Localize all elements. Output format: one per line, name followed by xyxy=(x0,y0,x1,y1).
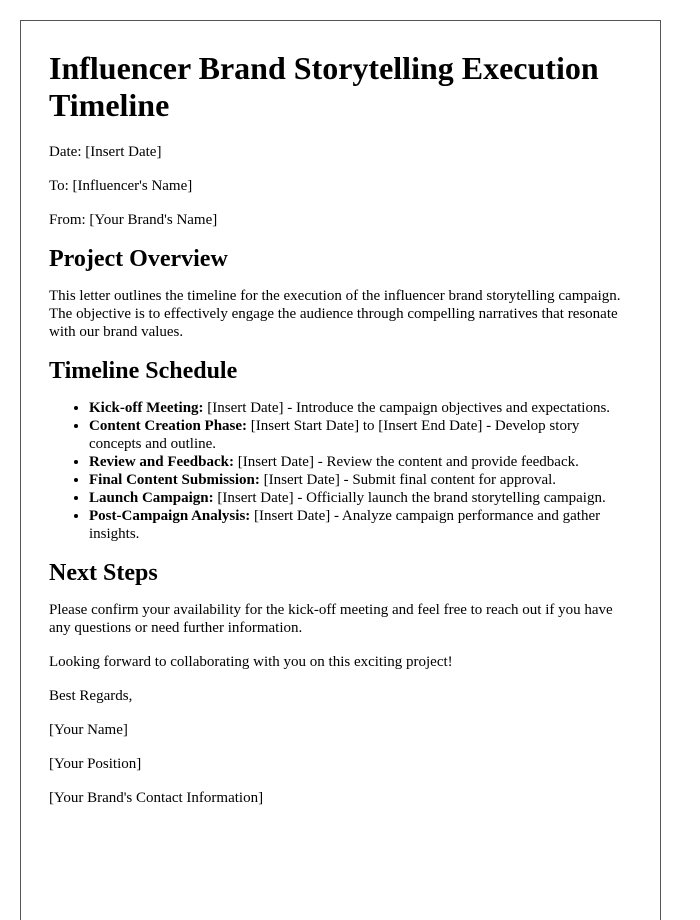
timeline-item-launch xyxy=(89,489,632,507)
timeline-item-text: [Insert Date] - Introduce the campaign objectives and expectations. xyxy=(203,400,611,416)
timeline-item-final-submission xyxy=(89,471,632,489)
timeline-item-text: [Insert Date] - Analyze campaign performance and gather insights. xyxy=(89,508,601,542)
timeline-item-label: Content Creation Phase: xyxy=(89,418,248,434)
to-line: To: [Influencer's Name] xyxy=(49,178,193,194)
timeline-item-label: Kick-off Meeting: xyxy=(89,400,204,416)
timeline-item-content-creation xyxy=(89,417,632,453)
timeline-item-post-analysis xyxy=(89,507,632,543)
timeline-list xyxy=(49,399,632,543)
closing-line: Looking forward to collaborating with you on this exciting project! xyxy=(49,654,453,670)
timeline-item-text: [Insert Date] - Review the content and provide feedback. xyxy=(234,454,579,470)
timeline-item-text: [Insert Date] - Officially launch the brand storytelling campaign. xyxy=(213,490,606,506)
from-line: From: [Your Brand's Name] xyxy=(49,212,218,228)
overview-body: This letter outlines the timeline for the execution of the influencer brand storytelling campaign. The objective is to effectively engage the audience through compelling narratives that resonate with our brand values. xyxy=(49,288,621,340)
sender-name: [Your Name] xyxy=(49,722,128,738)
timeline-item-review xyxy=(89,453,632,471)
next-steps-body: Please confirm your availability for the kick-off meeting and feel free to reach out if you have any questions or need further information. xyxy=(49,602,613,636)
timeline-heading: Timeline Schedule xyxy=(49,358,238,384)
timeline-item-text: [Insert Start Date] to [Insert End Date] - Develop story concepts and outline. xyxy=(89,418,580,452)
letter-page xyxy=(20,20,661,920)
overview-heading: Project Overview xyxy=(49,246,228,272)
timeline-item-label: Final Content Submission: xyxy=(89,472,260,488)
timeline-item-label: Launch Campaign: xyxy=(89,490,214,506)
sender-contact: [Your Brand's Contact Information] xyxy=(49,790,264,806)
next-steps-heading: Next Steps xyxy=(49,560,158,586)
timeline-item-kickoff xyxy=(89,399,632,417)
timeline-item-label: Review and Feedback: xyxy=(89,454,234,470)
date-line: Date: [Insert Date] xyxy=(49,144,162,160)
sign-off: Best Regards, xyxy=(49,688,133,704)
timeline-item-label: Post-Campaign Analysis: xyxy=(89,508,251,524)
timeline-item-text: [Insert Date] - Submit final content for approval. xyxy=(259,472,557,488)
letter-title: Influencer Brand Storytelling Execution Timeline xyxy=(49,50,599,123)
sender-position: [Your Position] xyxy=(49,756,142,772)
